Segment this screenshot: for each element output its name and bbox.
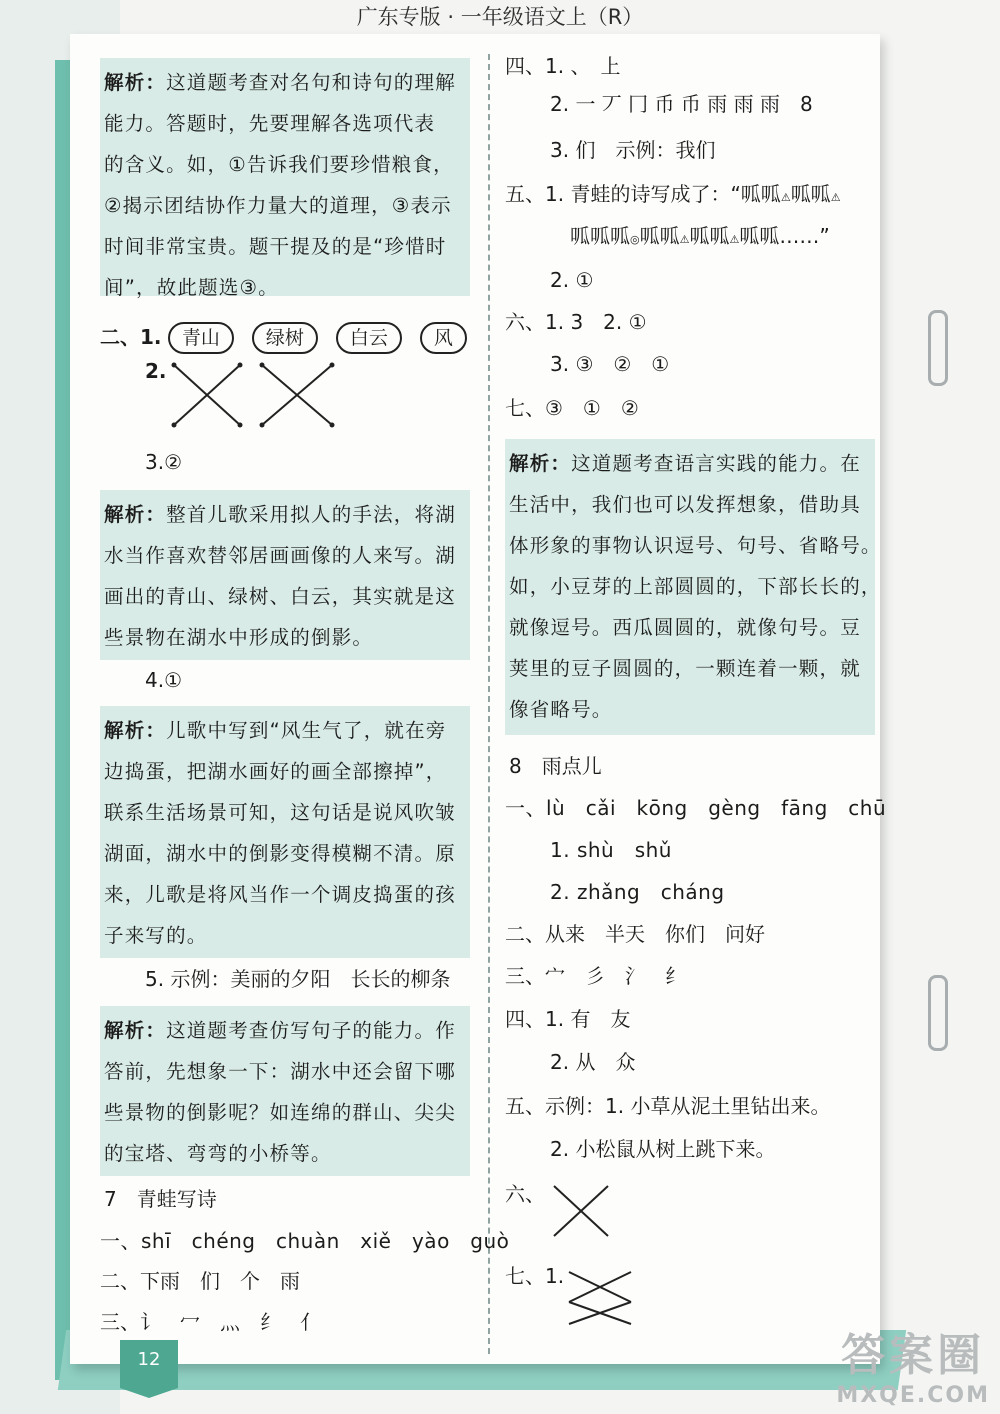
warning-mark-icon: ⚠ <box>729 233 740 246</box>
lesson-7-q3: 三、讠 冖 灬 纟 亻 <box>100 1310 320 1334</box>
lesson-8-q2: 二、从来 半天 你们 问好 <box>505 922 765 946</box>
analysis-box: 解析：这道题考查语言实践的能力。在 生活中，我们也可以发挥想象，借助具 体形象的事物认识逗号、句号、省略号。 如，小豆芽的上部圆圆的，下部长长的， 就像逗号。西瓜圆圆的，就像句号。豆 荚里的豆子圆圆的，一颗连着一颗，就 像省略号。 <box>505 439 875 735</box>
right-q7: 七、③ ① ② <box>505 396 639 420</box>
right-q4-3: 3. 们 示例：我们 <box>550 138 716 162</box>
warning-mark-icon: ⚠ <box>780 191 791 204</box>
matching-lines-diagram <box>565 1266 637 1330</box>
lesson-8-q6: 六、 <box>505 1182 545 1206</box>
question-2-3: 3.② <box>145 450 183 474</box>
question-2-4: 4.① <box>145 668 183 692</box>
right-q5-1: 五、1. 青蛙的诗写成了：“呱呱⚠呱呱⚠ <box>505 182 841 206</box>
lesson-8-q4-1: 四、1. 有 友 <box>505 1007 631 1031</box>
paper-clip-icon <box>928 975 948 1051</box>
matching-lines-diagram <box>170 359 340 431</box>
lesson-8-q5-1: 五、示例：1. 小草从泥土里钻出来。 <box>505 1094 831 1118</box>
right-q4-2: 2. 一 丆 冂 币 币 雨 雨 雨 8 <box>550 92 813 116</box>
right-q4-1: 四、1. 、 上 <box>505 54 621 78</box>
circle-mark-icon: ◎ <box>630 233 640 246</box>
circled-word: 青山 <box>168 322 234 354</box>
question-2-2-label: 2. <box>145 359 167 383</box>
lesson-8-title: 8 雨点儿 <box>509 754 602 778</box>
page-header: 广东专版 · 一年级语文上（R） <box>356 5 644 29</box>
paper-clip-icon <box>928 310 948 386</box>
analysis-box: 解析：整首儿歌采用拟人的手法，将湖 水当作喜欢替邻居画画像的人来写。湖 画出的青山、绿树、白云，其实就是这 些景物在湖水中形成的倒影。 <box>100 490 470 660</box>
circled-word: 风 <box>420 322 467 354</box>
matching-lines-diagram <box>550 1182 614 1240</box>
warning-mark-icon: ⚠ <box>679 233 690 246</box>
analysis-box: 解析：这道题考查仿写句子的能力。作 答前，先想象一下：湖水中还会留下哪 些景物的倒影呢？如连绵的群山、尖尖 的宝塔、弯弯的小桥等。 <box>100 1006 470 1176</box>
watermark: 答案圈 MXQE.COM <box>836 1330 990 1408</box>
page-number-badge: 12 <box>120 1340 178 1388</box>
right-q5-2: 2. ① <box>550 268 594 292</box>
lesson-7-title: 7 青蛙写诗 <box>104 1187 217 1211</box>
circled-word: 绿树 <box>252 322 318 354</box>
answer-page <box>70 34 887 1364</box>
lesson-8-q5-2: 2. 小松鼠从树上跳下来。 <box>550 1137 776 1161</box>
question-2-5: 5. 示例：美丽的夕阳 长长的柳条 <box>145 967 451 991</box>
lesson-8-q4-2: 2. 从 众 <box>550 1050 636 1074</box>
lesson-7-q1: 一、shī chéng chuàn xiě yào guò <box>100 1229 510 1253</box>
analysis-box: 解析：这道题考查对名句和诗句的理解 能力。答题时，先要理解各选项代表 的含义。如，①告诉我们要珍惜粮食， ②揭示团结协作力量大的道理，③表示 时间非常宝贵。题干提及的是“珍惜时 间”，故此题选③。 <box>100 58 470 296</box>
analysis-box: 解析：儿歌中写到“风生气了，就在旁 边捣蛋，把湖水画好的画全部擦掉”， 联系生活场景可知，这句话是说风吹皱 湖面，湖水中的倒影变得模糊不清。原 来，儿歌是将风当作一个调皮捣蛋的孩 子来写的。 <box>100 706 470 958</box>
lesson-8-q1-2: 2. zhǎng cháng <box>550 880 725 904</box>
right-q6-1: 六、1. 3 2. ① <box>505 310 647 334</box>
lesson-8-q1-1: 1. shù shǔ <box>550 838 672 862</box>
question-2-1: 二、1. 青山 绿树 白云 风 <box>100 322 485 354</box>
right-q5-1-cont: 呱呱呱◎呱呱⚠呱呱⚠呱呱……” <box>570 224 830 248</box>
lesson-8-q7: 七、1. <box>505 1264 565 1288</box>
right-q6-3: 3. ③ ② ① <box>550 352 670 376</box>
column-divider <box>488 54 490 1354</box>
warning-mark-icon: ⚠ <box>830 191 841 204</box>
lesson-8-q1: 一、lù cǎi kōng gèng fāng chū <box>505 796 887 820</box>
lesson-8-q3: 三、宀 彡 氵 纟 <box>505 964 685 988</box>
circled-word: 白云 <box>336 322 402 354</box>
lesson-7-q2: 二、下雨 们 个 雨 <box>100 1269 300 1293</box>
